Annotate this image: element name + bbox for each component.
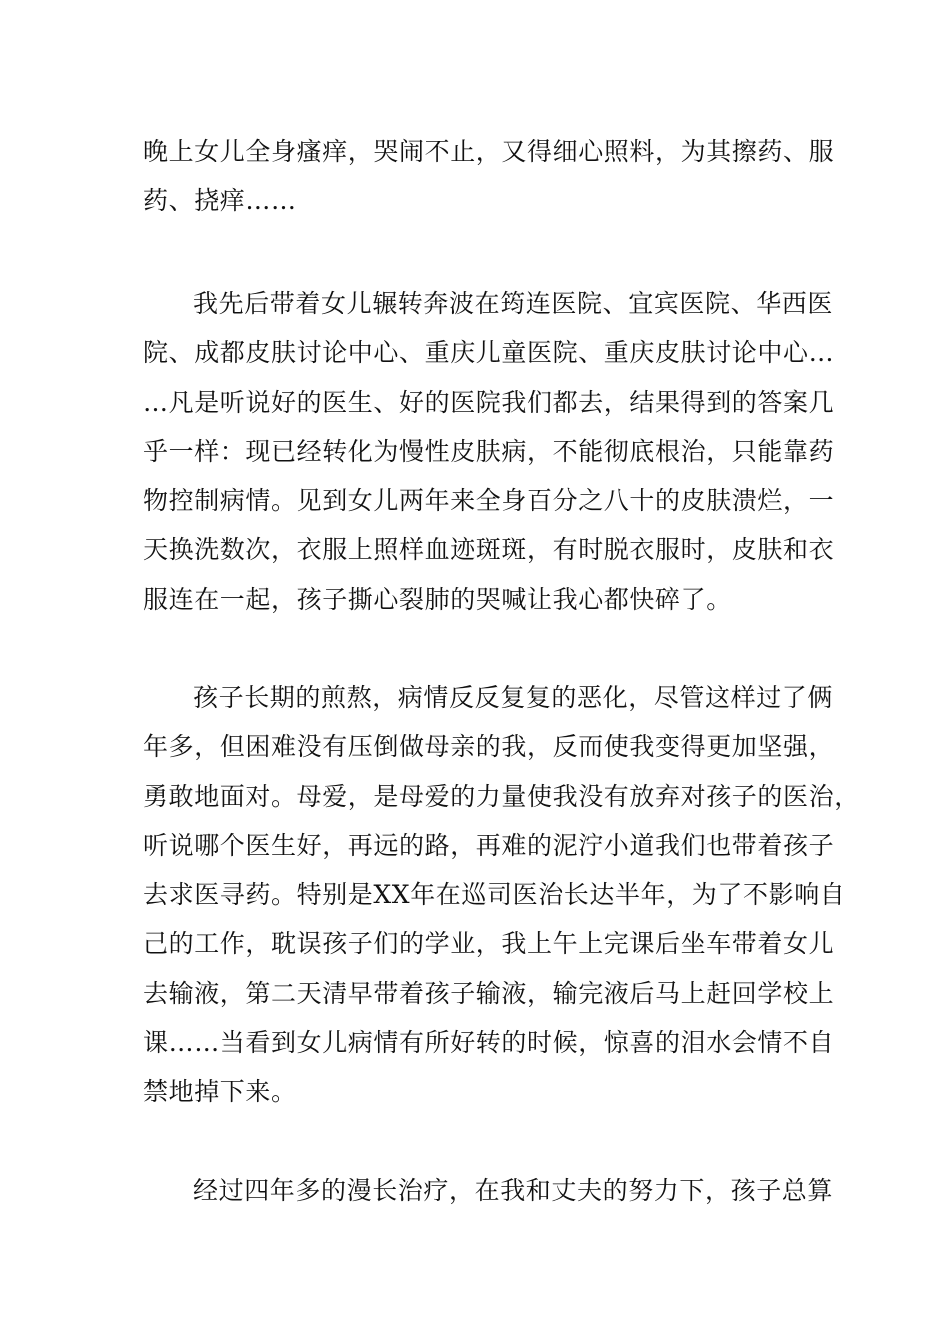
paragraph-2	[143, 279, 835, 624]
paragraph-1	[143, 127, 835, 226]
text-line: 晚上女儿全身瘙痒，哭闹不止，又得细心照料，为其擦药、服	[143, 137, 835, 166]
text-line: 课……当看到女儿病情有所好转的时候，惊喜的泪水会情不自	[143, 1028, 835, 1058]
text-line: 勇敢地面对。母爱，是母爱的力量使我没有放弃对孩子的医治，	[143, 781, 860, 811]
text-line: 去输液，第二天清早带着孩子输液，输完液后马上赶回学校上	[143, 978, 835, 1008]
text-line: 天换洗数次，衣服上照样血迹斑斑，有时脱衣服时，皮肤和衣	[143, 535, 835, 565]
text-line: 院、成都皮肤讨论中心、重庆儿童医院、重庆皮肤讨论中心…	[143, 338, 835, 368]
text-line: 乎一样：现已经转化为慢性皮肤病，不能彻底根治，只能靠药	[143, 436, 835, 466]
text-line: 经过四年多的漫长治疗，在我和丈夫的努力下，孩子总算	[193, 1176, 834, 1205]
text-line: 年多，但困难没有压倒做母亲的我，反而使我变得更加坚强，	[143, 732, 835, 762]
text-line: 去求医寻药。特别是XX年在巡司医治长达半年，为了不影响自	[143, 880, 846, 910]
text-line: 药、挠痒……	[143, 186, 297, 216]
paragraph-3	[143, 673, 860, 1117]
text-line: 听说哪个医生好，再远的路，再难的泥泞小道我们也带着孩子	[143, 830, 835, 860]
text-line: 禁地掉下来。	[143, 1077, 297, 1107]
text-line: 孩子长期的煎熬，病情反反复复的恶化，尽管这样过了俩	[193, 683, 834, 712]
text-line: …凡是听说好的医生、好的医院我们都去，结果得到的答案几	[143, 387, 835, 417]
text-line: 物控制病情。见到女儿两年来全身百分之八十的皮肤溃烂，一	[143, 486, 835, 516]
text-line: 服连在一起，孩子撕心裂肺的哭喊让我心都快碎了。	[143, 584, 732, 614]
paragraph-4	[143, 1166, 834, 1215]
text-line: 我先后带着女儿辗转奔波在筠连医院、宜宾医院、华西医	[193, 289, 834, 318]
text-line: 己的工作，耽误孩子们的学业，我上午上完课后坐车带着女儿	[143, 929, 835, 959]
